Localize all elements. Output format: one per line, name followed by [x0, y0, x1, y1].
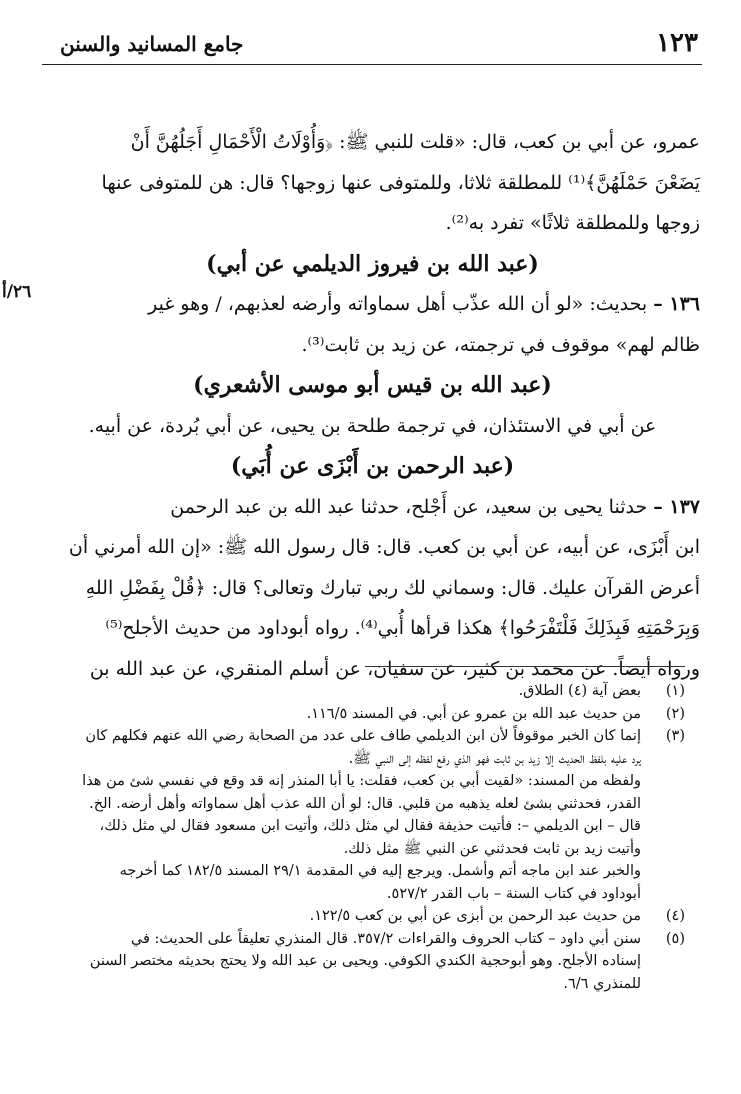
footnote-number: (٣) — [665, 728, 685, 744]
footnote — [45, 928, 685, 996]
header-rule — [42, 64, 702, 65]
text-line: أعرض القرآن عليك. قال: وسماني لك ربي تبارك وتعالى؟ قال: ﴿قُلْ بِفَضْلِ اللهِ — [85, 576, 700, 599]
footnote-line: يرد عليه بلفظ الحديث إلا زيد بن ثابت فهو الذي رفع لفظه إلى النبي ﷺ. — [348, 750, 641, 767]
section-heading: (عبد الله بن قيس أبو موسى الأشعري) — [193, 372, 552, 398]
footnote — [45, 905, 685, 928]
footnote-line: بعض آية (٤) الطلاق. — [518, 683, 641, 699]
text-line: زوجها وللمطلقة ثلاثًا» تفرد به⁽²⁾. — [445, 212, 700, 234]
page-number: ١٢٣ — [656, 28, 698, 58]
footnote-number: (١) — [665, 683, 685, 699]
hadith-number: ١٣٧ – — [653, 495, 700, 518]
hadith-line — [45, 487, 700, 528]
footnote-line: قال – ابن الديلمي –: فأتيت حذيفة فقال لي مثل ذلك، وأتيت ابن مسعود فقال لي مثل ذلك، — [99, 818, 641, 834]
text-line: ابن أَبْزَى، عن أبيه، عن أبي بن كعب. قال: قال رسول الله ﷺ: «إن الله أمرني أن — [68, 536, 700, 558]
footnote-number: (٥) — [665, 930, 685, 947]
text-line: يَضَعْنَ حَمْلَهُنَّ﴾⁽¹⁾ للمطلقة ثلاثا، وللمتوفى عنها زوجها؟ قال: هن للمتوفى عنها — [101, 171, 700, 194]
footnote-line: وأتيت زيد بن ثابت فحدثني عن النبي ﷺ مثل ذلك. — [343, 840, 641, 857]
footnote — [45, 725, 685, 905]
text-line: عمرو، عن أبي بن كعب، قال: «قلت للنبي ﷺ: ﴿وَأُوْلَاتُ الْأَحْمَالِ أَجَلُهُنَّ أَنْ — [130, 131, 700, 153]
footnote-line: أبوداود في كتاب السنة – باب القدر ٥٢٧/٢. — [386, 885, 641, 902]
footnote-line: إسناده الأجلح. وهو أبوحجية الكندي الكوفي. ويحيى بن عبد الله ولا يحتج بحديثه مختصر السنن — [89, 953, 641, 969]
hadith-line — [45, 284, 700, 325]
footnote-separator — [365, 666, 685, 667]
footnote-line: من حديث عبد الرحمن بن أبزى عن أبي بن كعب ١٢٢/٥. — [309, 908, 641, 924]
section-heading: (عبد الرحمن بن أَبْزَى عن أُبَي) — [230, 453, 515, 479]
text-line: ظالم لهم» موقوف في ترجمته، عن زيد بن ثابت⁽³⁾. — [301, 333, 700, 356]
section-heading: (عبد الله بن فيروز الديلمي عن أبي) — [206, 250, 539, 277]
footnote-line: والخبر عند ابن ماجه أتم وأشمل. ويرجع إليه في المقدمة ٢٩/١ المسند ١٨٢/٥ كما أخرجه — [119, 863, 641, 879]
footnote-line: للمنذري ٦/٦. — [563, 975, 641, 992]
footnote-number: (٤) — [665, 908, 685, 924]
main-text — [45, 122, 700, 689]
footnotes — [45, 680, 685, 995]
page-header — [42, 22, 702, 66]
text-line: عن أبي في الاستئذان، في ترجمة طلحة بن يحيى، عن أبي بُردة، عن أبيه. — [88, 414, 657, 437]
footnote-line: ولفظه من المسند: «لقيت أبي بن كعب، فقلت: يا أبا المنذر إنه قد وقع في نفسي شئ من هذا — [82, 773, 641, 789]
footnote-line: سنن أبي داود – كتاب الحروف والقراءات ٣٥٧/٢. قال المنذري تعليقاً على الحديث: في — [130, 930, 641, 947]
hadith-text: بحديث: «لو أن الله عذّب أهل سماواته وأرضه لعذبهم، / وهو غير — [148, 293, 648, 315]
footnote — [45, 680, 685, 703]
hadith-text: حدثنا يحيى بن سعيد، عن أَجْلح، حدثنا عبد الله بن عبد الرحمن — [170, 495, 648, 518]
text-line: ورواه أيضاً. عن محمد بن كثير، عن سفيان، عن أسلم المنقري، عن عبد الله بن — [89, 657, 700, 680]
footnote-line: من حديث عبد الله بن عمرو عن أبي. في المسند ١١٦/٥. — [306, 705, 641, 722]
running-title: جامع المسانيد والسنن — [60, 32, 244, 56]
hadith-number: ١٣٦ – — [653, 293, 700, 315]
text-line: وَبِرَحْمَتِهِ فَبِذَلِكَ فَلْتَفْرَحُوا﴾ هكذا قرأها أُبي⁽⁴⁾. رواه أبوداود من حديث الأجلح⁽⁵⁾ — [105, 617, 700, 639]
footnote-line: إنما كان الخبر موقوفاً لأن ابن الديلمي طاف على عدد من الصحابة رضي الله عنهم فكلهم كان — [85, 728, 641, 744]
footnote-number: (٢) — [665, 705, 685, 722]
footnote — [45, 703, 685, 726]
margin-folio-note: ٢٦/أ — [2, 282, 32, 302]
footnote-line: القدر، فحدثني بشئ لعله يذهبه من قلبي. قال: لو أن الله عذب أهل سماواته وأهل أرضه. الخ. — [89, 795, 641, 812]
